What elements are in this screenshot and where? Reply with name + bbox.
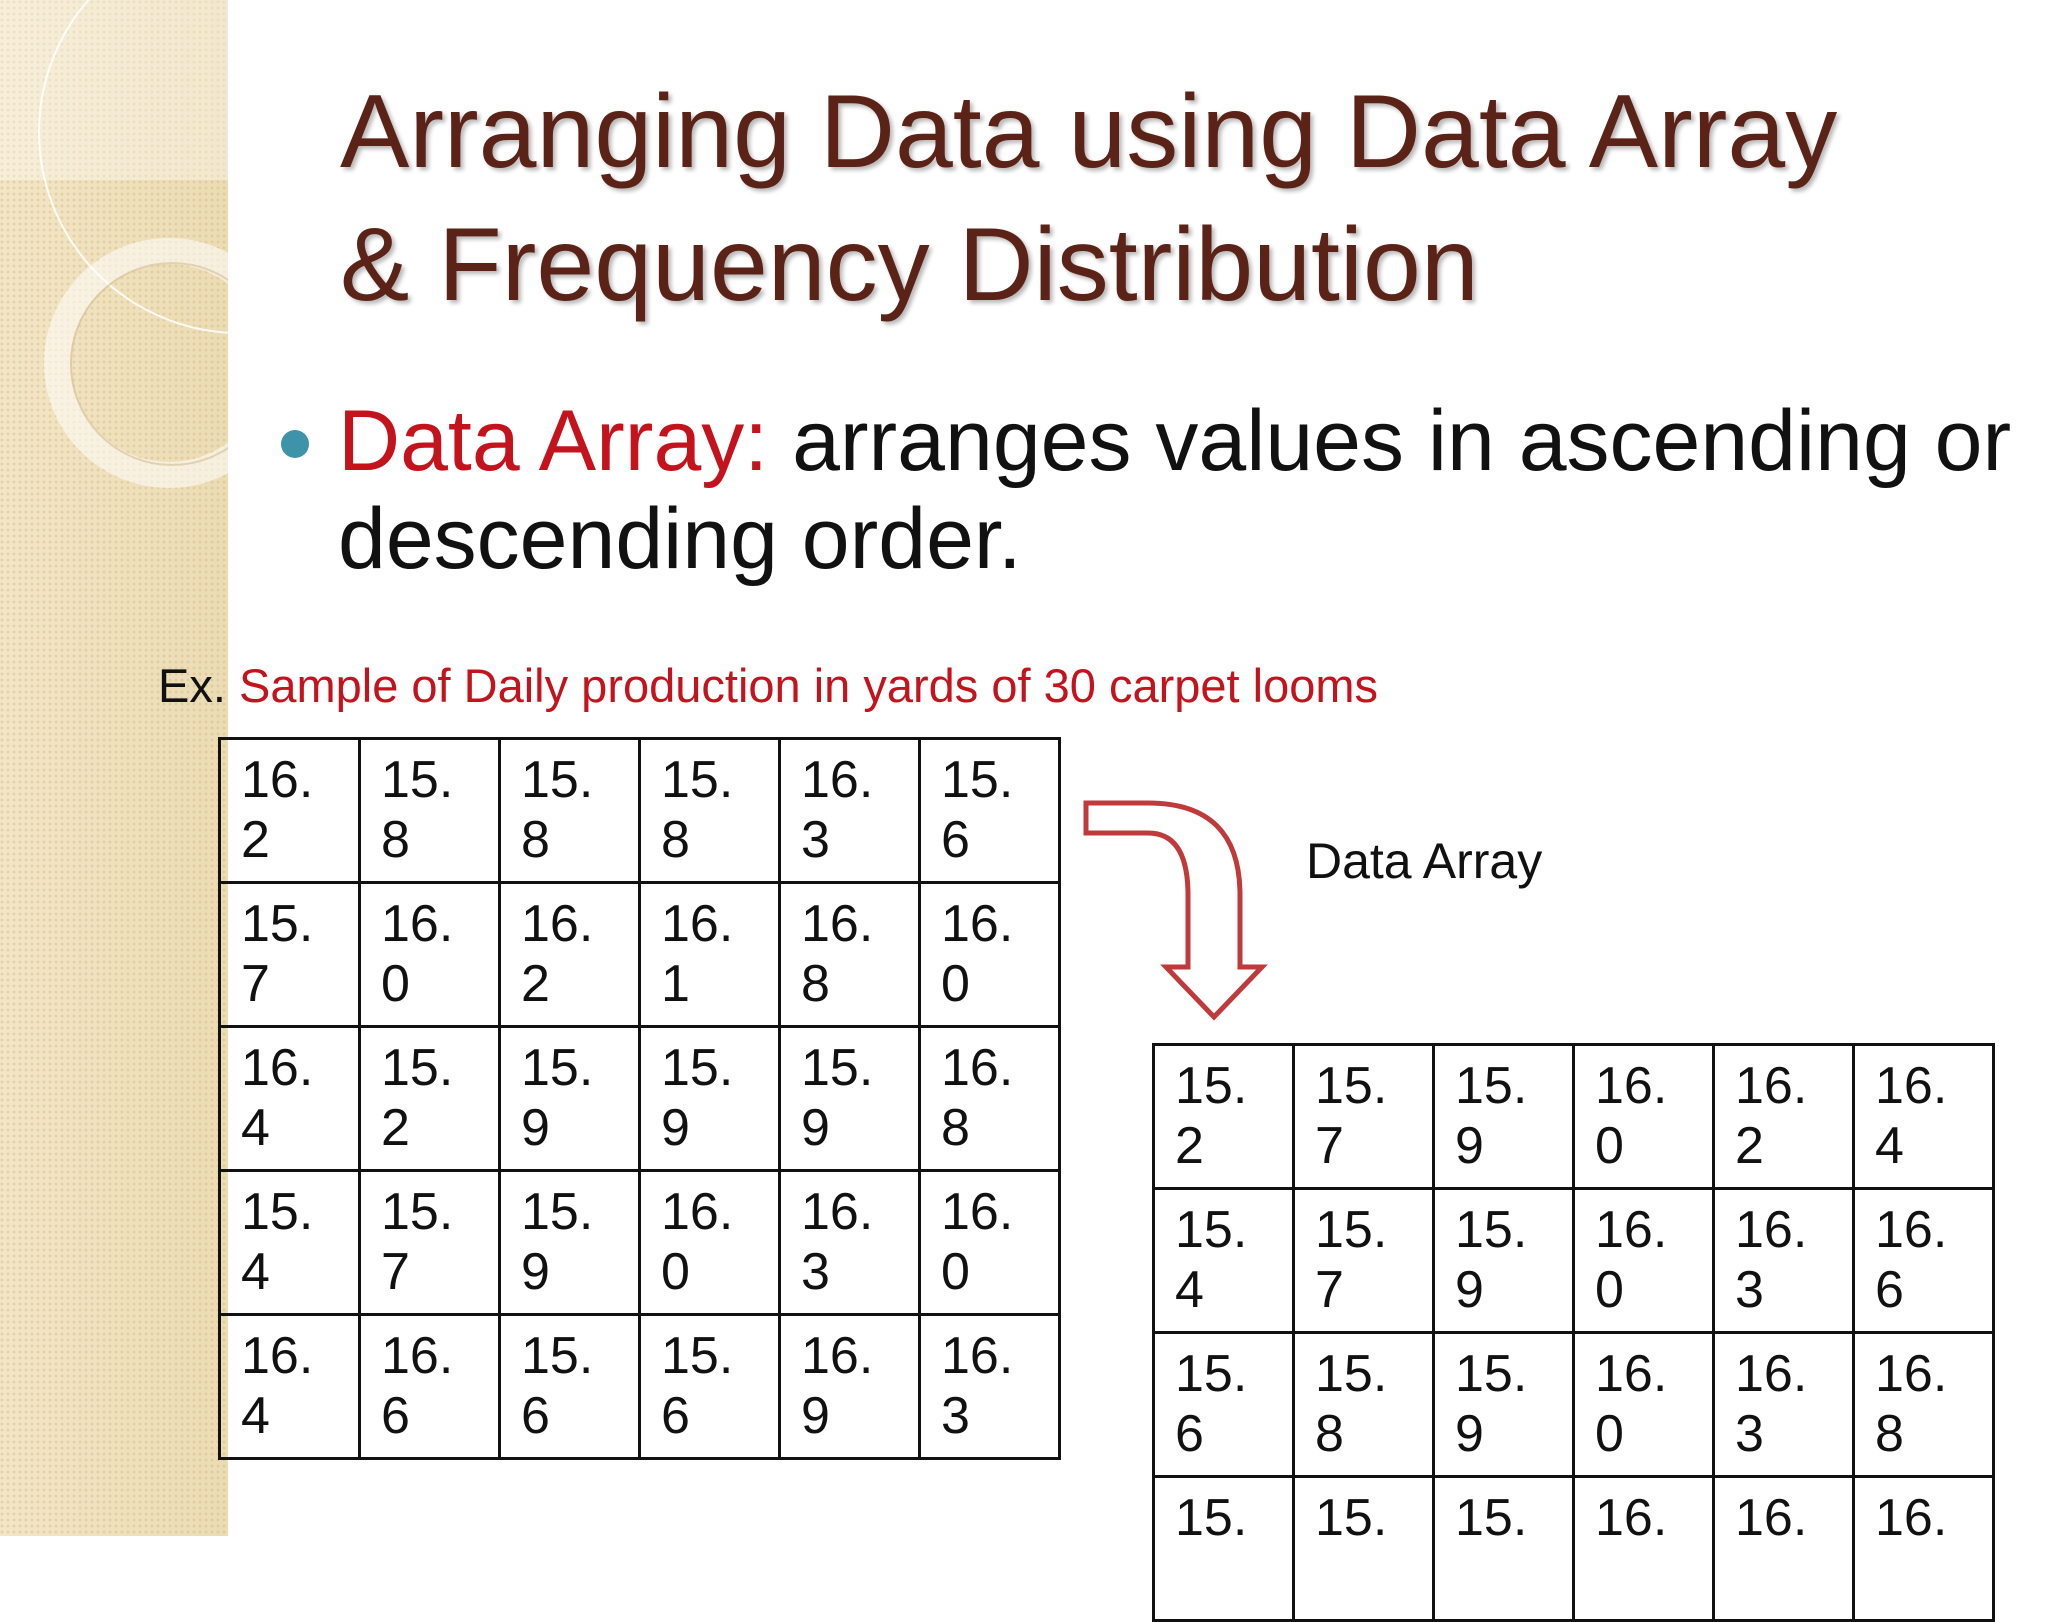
table-cell: 16. 8 — [920, 1027, 1060, 1171]
table-cell: 16. 0 — [920, 1171, 1060, 1315]
table-cell: 16. 2 — [220, 739, 360, 883]
table-cell: 16. 0 — [1574, 1045, 1714, 1189]
bullet-term: Data Array: — [338, 393, 769, 489]
table-cell: 16. — [1854, 1477, 1994, 1621]
table-cell: 15. 8 — [640, 739, 780, 883]
table-row — [220, 1315, 1060, 1459]
table-cell: 16. 3 — [1714, 1189, 1854, 1333]
table-cell: 16. — [1574, 1477, 1714, 1621]
table-cell: 16. 8 — [1854, 1333, 1994, 1477]
sorted-data-table — [1152, 1043, 1995, 1622]
table-cell: 15. 9 — [1434, 1333, 1574, 1477]
table-cell: 16. 0 — [1574, 1333, 1714, 1477]
table-cell: 15. 6 — [920, 739, 1060, 883]
table-cell: 15. 6 — [500, 1315, 640, 1459]
table-cell: 16. 4 — [1854, 1045, 1994, 1189]
table-row — [1154, 1477, 1994, 1621]
table-cell: 15. 6 — [640, 1315, 780, 1459]
table-cell: 15. 4 — [1154, 1189, 1294, 1333]
example-description: Sample of Daily production in yards of 30 carpet looms — [225, 659, 1378, 712]
raw-data-table — [218, 737, 1061, 1460]
table-cell: 15. 9 — [500, 1171, 640, 1315]
table-cell: 15. — [1294, 1477, 1434, 1621]
table-cell: 16. 2 — [1714, 1045, 1854, 1189]
table-cell: 15. 7 — [220, 883, 360, 1027]
table-row — [220, 739, 1060, 883]
bullet-definition: arranges values in ascending or descending order. — [338, 393, 2012, 587]
table-cell: 15. 8 — [1294, 1333, 1434, 1477]
table-cell: 16. 6 — [360, 1315, 500, 1459]
table-row — [220, 1027, 1060, 1171]
table-row — [1154, 1189, 1994, 1333]
title-line-2: & Frequency Distribution — [340, 207, 1479, 323]
table-cell: 16. 4 — [220, 1315, 360, 1459]
table-cell: 15. — [1434, 1477, 1574, 1621]
table-row — [220, 883, 1060, 1027]
table-cell: 16. 0 — [920, 883, 1060, 1027]
table-cell: 16. — [1714, 1477, 1854, 1621]
bullet-point — [338, 392, 2038, 588]
table-cell: 15. 8 — [360, 739, 500, 883]
table-cell: 16. 1 — [640, 883, 780, 1027]
table-row — [1154, 1333, 1994, 1477]
title-line-1: Arranging Data using Data Array — [340, 74, 1838, 190]
example-prefix: Ex. — [158, 659, 226, 712]
bullet-dot-icon — [281, 430, 309, 458]
table-cell: 15. 8 — [500, 739, 640, 883]
table-row — [1154, 1045, 1994, 1189]
decorative-sidebar — [0, 0, 228, 1536]
data-array-label: Data Array — [1306, 833, 1543, 889]
table-cell: 16. 0 — [1574, 1189, 1714, 1333]
table-cell: 16. 3 — [920, 1315, 1060, 1459]
table-row — [220, 1171, 1060, 1315]
table-cell: 16. 0 — [640, 1171, 780, 1315]
table-cell: 15. 7 — [360, 1171, 500, 1315]
table-cell: 16. 3 — [780, 1171, 920, 1315]
table-cell: 16. 2 — [500, 883, 640, 1027]
table-cell: 15. 9 — [500, 1027, 640, 1171]
table-cell: 15. 7 — [1294, 1045, 1434, 1189]
table-cell: 15. 7 — [1294, 1189, 1434, 1333]
table-cell: 15. 6 — [1154, 1333, 1294, 1477]
table-cell: 16. 0 — [360, 883, 500, 1027]
down-arrow-icon — [1082, 795, 1272, 1035]
table-cell: 16. 9 — [780, 1315, 920, 1459]
table-cell: 15. 4 — [220, 1171, 360, 1315]
table-cell: 15. 2 — [360, 1027, 500, 1171]
table-cell: 15. 9 — [1434, 1045, 1574, 1189]
table-cell: 15. — [1154, 1477, 1294, 1621]
slide-title — [340, 66, 2020, 332]
table-cell: 16. 8 — [780, 883, 920, 1027]
table-cell: 16. 6 — [1854, 1189, 1994, 1333]
table-cell: 16. 3 — [780, 739, 920, 883]
table-cell: 16. 4 — [220, 1027, 360, 1171]
table-cell: 15. 9 — [640, 1027, 780, 1171]
example-caption — [158, 658, 1378, 713]
table-cell: 15. 9 — [780, 1027, 920, 1171]
table-cell: 15. 9 — [1434, 1189, 1574, 1333]
table-cell: 16. 3 — [1714, 1333, 1854, 1477]
table-cell: 15. 2 — [1154, 1045, 1294, 1189]
